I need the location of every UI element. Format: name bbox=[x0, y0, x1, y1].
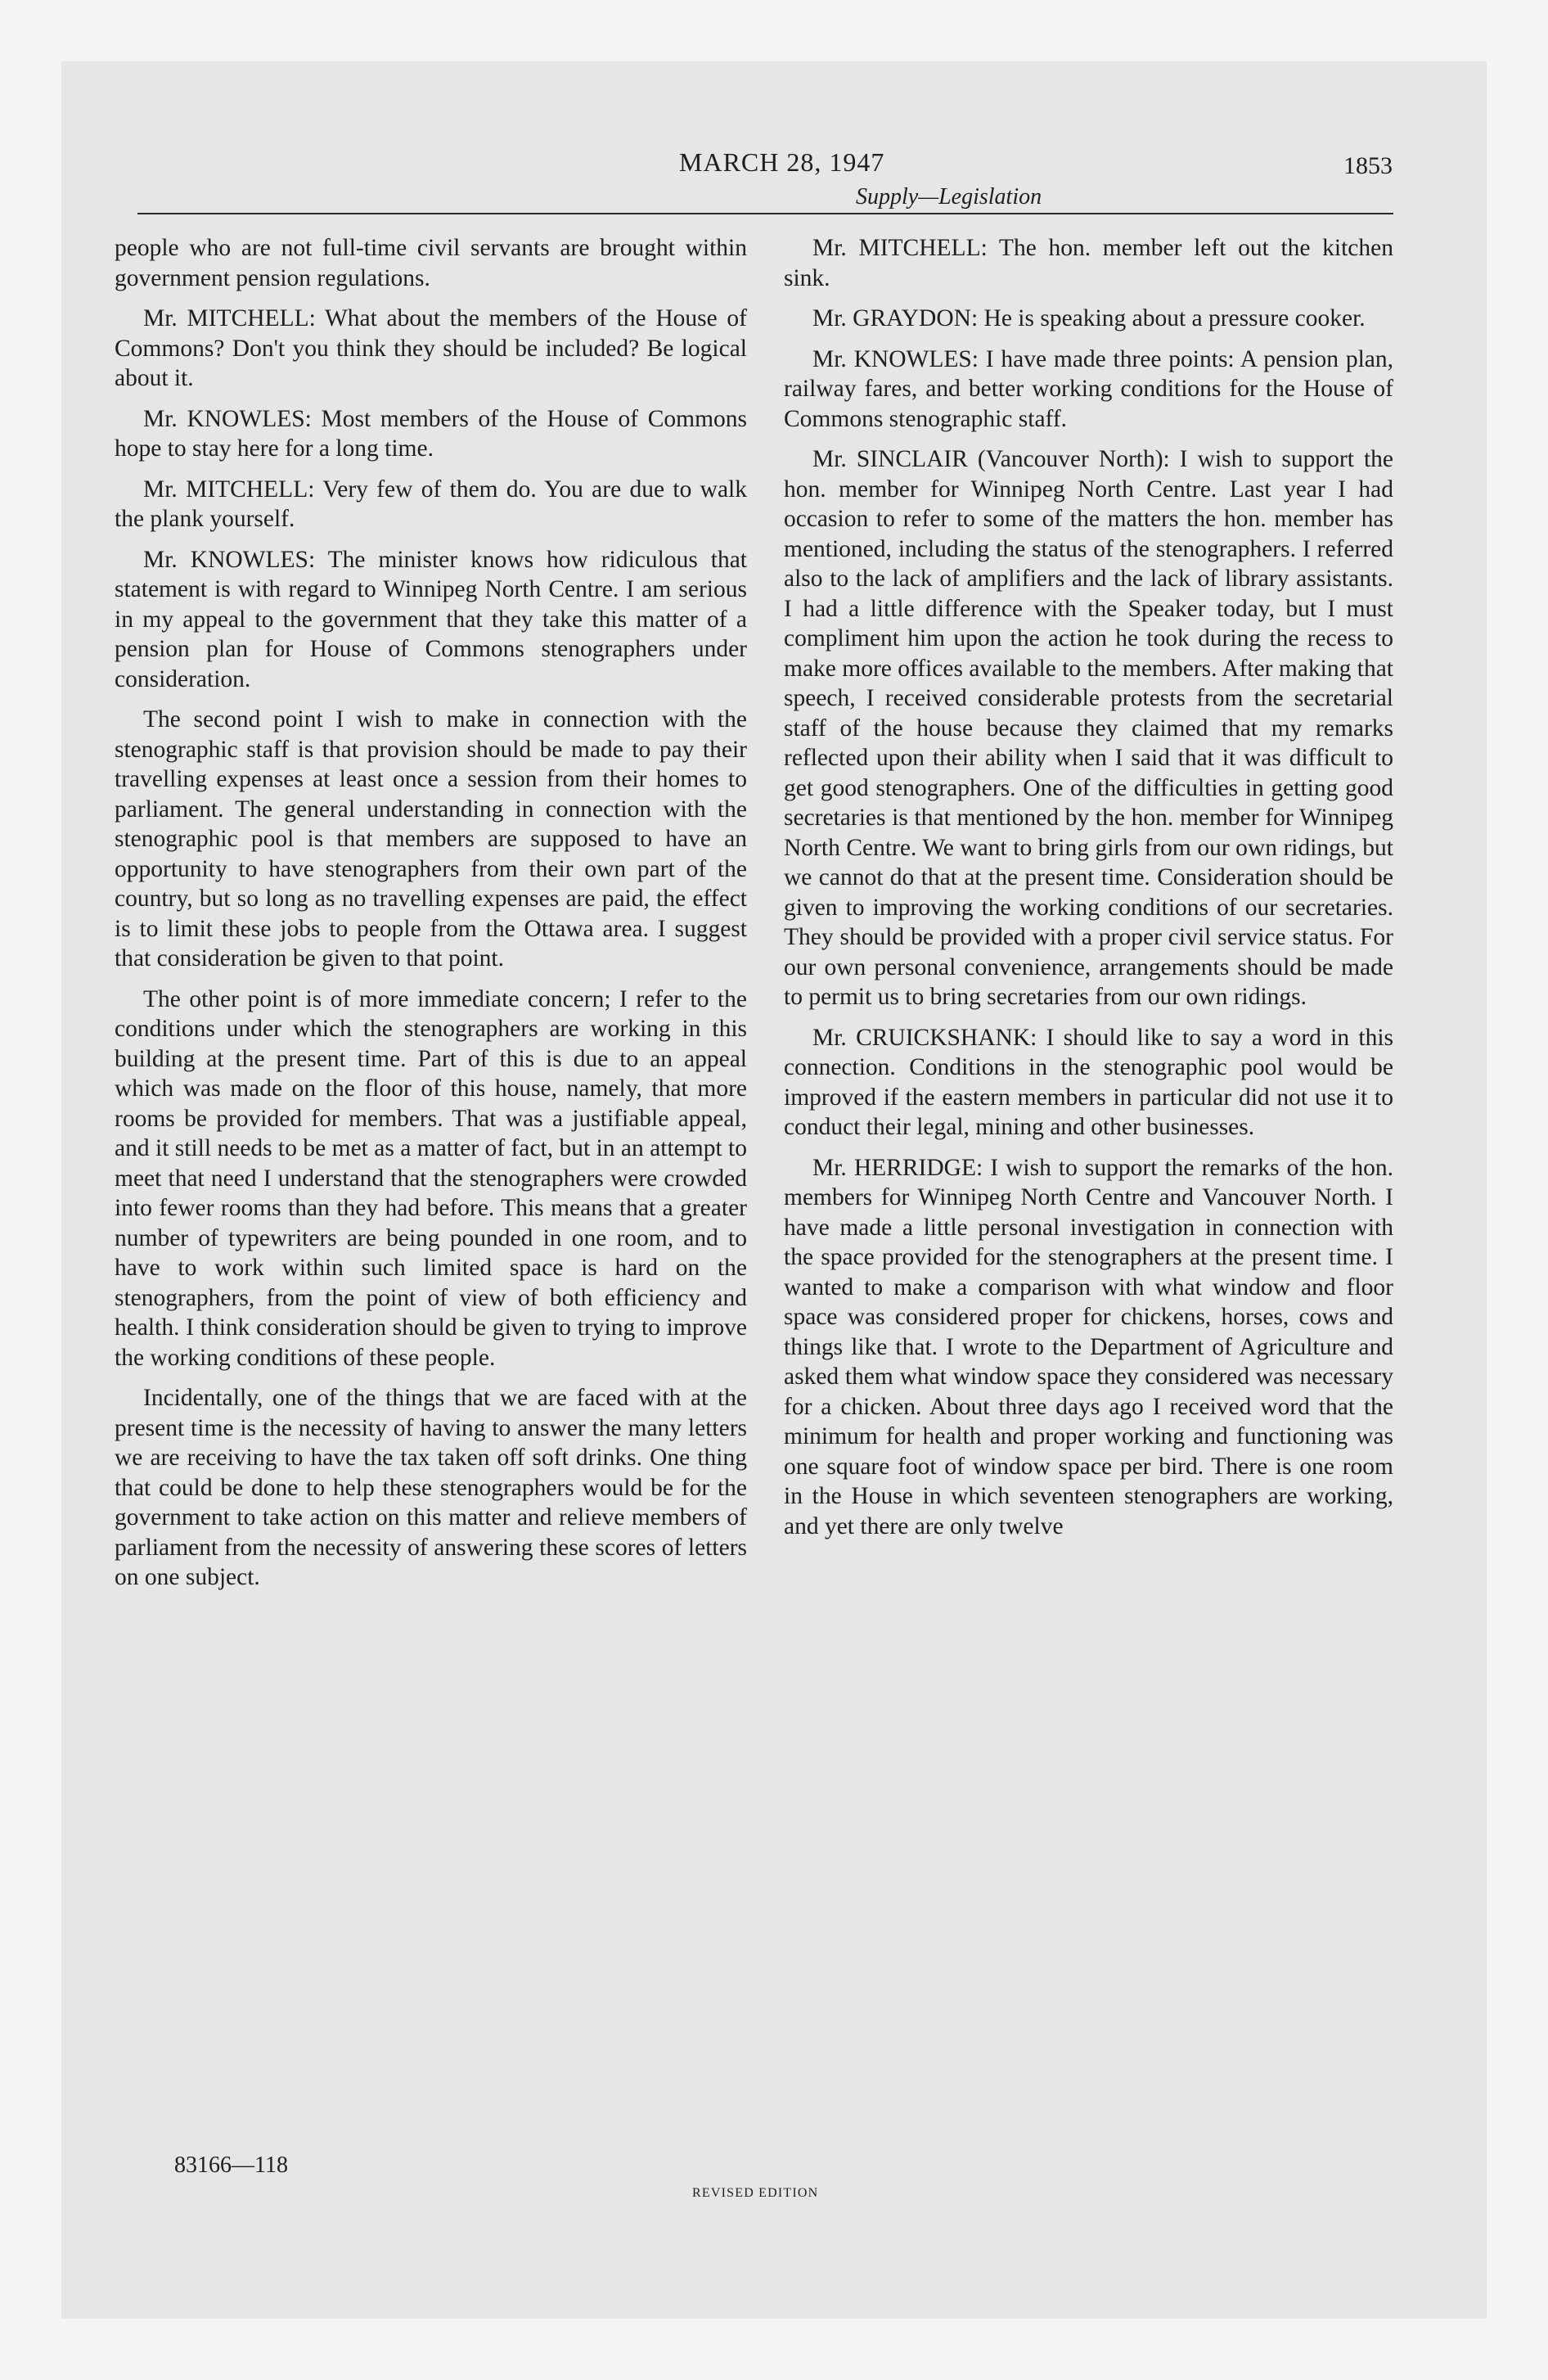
paragraph: The other point is of more immediate concern; I refer to the conditions under which the stenographers are working in this building at the present time. Part of this is due to an appeal which was made on the floor of this house, namely, that more rooms be provided for members. That was a justifiable appeal, and it still needs to be met as a matter of fact, but in an attempt to meet that need I understand that the stenographers were crowded into fewer rooms than they had before. This means that a greater number of typewriters are being pounded in one room, and to have to work within such limited space is hard on the stenographers, from the point of view of both efficiency and health. I think consideration should be given to trying to improve the working conditions of these people. bbox=[115, 985, 747, 1371]
page-date: MARCH 28, 1947 bbox=[679, 147, 885, 177]
paragraph: Mr. MITCHELL: The hon. member left out the kitchen sink. bbox=[784, 235, 1393, 291]
page-number: 1853 bbox=[1343, 152, 1393, 179]
paragraph: Mr. SINCLAIR (Vancouver North): I wish to support the hon. member for Winnipeg North Centre. Last year I had occasion to refer to some of the matters the hon. member has mentioned, including the status of the stenographers. I referred also to the lack of amplifiers and the lack of library assistants. I had a little difference with the Speaker today, but I must compliment him upon the action he took during the recess to make more offices available to the members. After making that speech, I received considerable protests from the secretarial staff of the house because they claimed that my remarks reflected upon their ability when I said that it was difficult to get good stenographers. One of the difficulties in getting good secretaries is that mentioned by the hon. member for Winnipeg North Centre. We want to bring girls from our own ridings, but we cannot do that at the present time. Consideration should be given to improving the working conditions of our secretaries. They should be provided with a proper civil service status. For our own personal convenience, arrangements should be made to permit us to bring secretaries from our own ridings. bbox=[784, 446, 1393, 1010]
print-code: 83166—118 bbox=[174, 2152, 288, 2178]
paragraph: The second point I wish to make in connection with the stenographic staff is that provision should be made to pay their travelling expenses at least once a session from their homes to parliament. The general understanding in connection with the stenographic pool is that members are supposed to have an opportunity to have stenographers from their own part of the country, but so long as no travelling expenses are paid, the effect is to limit these jobs to people from the Ottawa area. I suggest that consideration be given to that point. bbox=[115, 706, 747, 971]
left-column bbox=[115, 233, 747, 1593]
right-column bbox=[784, 233, 1393, 1541]
paragraph: Mr. HERRIDGE: I wish to support the remarks of the hon. members for Winnipeg North Centre and Vancouver North. I have made a little personal investigation in connection with the space provided for the stenographers at the present time. I wanted to make a comparison with what window and floor space was considered proper for chickens, horses, cows and things like that. I wrote to the Department of Agriculture and asked them what window space they considered was necessary for a chicken. About three days ago I received word that the minimum for health and proper working and functioning was one square foot of window space per bird. There is one room in the House in which seventeen stenographers are working, and yet there are only twelve bbox=[784, 1154, 1393, 1539]
edition-label: REVISED EDITION bbox=[692, 2186, 819, 2200]
paragraph: Incidentally, one of the things that we are faced with at the present time is the necessity of having to answer the many letters we are receiving to have the tax taken off soft drinks. One thing that could be done to help these stenographers would be for the government to take action on this matter and relieve members of parliament from the necessity of answering these scores of letters on one subject. bbox=[115, 1385, 747, 1590]
paragraph: Mr. KNOWLES: I have made three points: A pension plan, railway fares, and better working conditions for the House of Commons stenographic staff. bbox=[784, 345, 1393, 432]
section-title: Supply—Legislation bbox=[856, 184, 1042, 210]
header-rule bbox=[137, 213, 1393, 214]
paragraph: Mr. MITCHELL: Very few of them do. You are due to walk the plank yourself. bbox=[115, 476, 747, 532]
paragraph: Mr. KNOWLES: Most members of the House of Commons hope to stay here for a long time. bbox=[115, 405, 747, 462]
paragraph: Mr. GRAYDON: He is speaking about a pressure cooker. bbox=[812, 305, 1366, 331]
paragraph: people who are not full-time civil servants are brought within government pension regulations. bbox=[115, 235, 747, 291]
paragraph: Mr. KNOWLES: The minister knows how ridiculous that statement is with regard to Winnipeg North Centre. I am serious in my appeal to the government that they take this matter of a pension plan for House of Commons stenographers under consideration. bbox=[115, 546, 747, 692]
paragraph: Mr. MITCHELL: What about the members of the House of Commons? Don't you think they should be included? Be logical about it. bbox=[115, 305, 747, 391]
paragraph: Mr. CRUICKSHANK: I should like to say a word in this connection. Conditions in the stenographic pool would be improved if the eastern members in particular did not use it to conduct their legal, mining and other businesses. bbox=[784, 1024, 1393, 1140]
